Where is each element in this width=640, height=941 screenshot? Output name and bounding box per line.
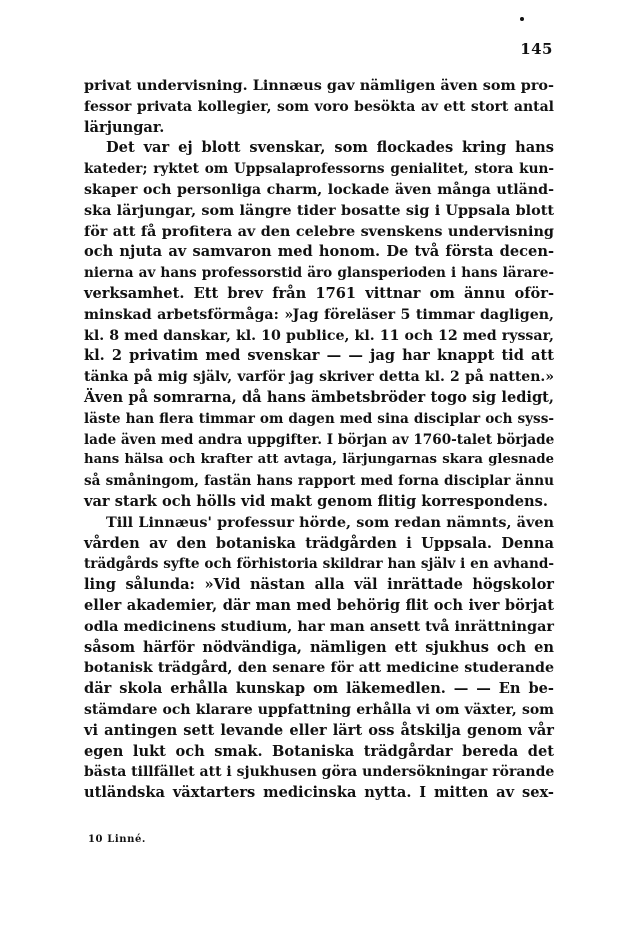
text-line: läste han flera timmar om dagen med sina disciplar och syss- <box>84 410 554 427</box>
text-line: privat undervisning. Linnæus gav nämligen även som pro- <box>84 77 554 94</box>
print-speck <box>520 17 524 21</box>
text-line: trädgårds syfte och förhistoria skildrar han själv i en avhand- <box>84 556 554 573</box>
text-line: fessor privata kollegier, som voro besökta av ett stort antal <box>84 98 554 115</box>
text-line: tänka på mig själv, varför jag skriver detta kl. 2 på natten.» <box>84 369 554 386</box>
text-line: för att få profitera av den celebre svenskens undervisning <box>84 222 554 240</box>
text-line: Även på somrarna, då hans ämbetsbröder togo sig ledigt, <box>84 388 554 406</box>
text-line: Det var ej blott svenskar, som flockades kring hans <box>106 139 554 157</box>
text-line: kateder; ryktet om Uppsalaprofessorns genialitet, stora kun- <box>84 161 554 178</box>
text-line: kl. 2 privatim med svenskar — — jag har knappt tid att <box>84 347 554 365</box>
text-line: var stark och hölls vid makt genom flitig korrespondens. <box>84 492 548 510</box>
text-line: stämdare och klarare uppfattning erhålla vi om växter, som <box>84 701 554 718</box>
signature-mark: 10 Linné. <box>88 834 147 845</box>
text-line: vi antingen sett levande eller lärt oss åtskilja genom vår <box>84 721 554 739</box>
text-line: eller akademier, där man med behörig flit och iver börjat <box>84 596 554 614</box>
text-line: där skola erhålla kunskap om läkemedlen. — — En be- <box>84 680 554 698</box>
text-line: kl. 8 med danskar, kl. 10 publice, kl. 11 och 12 med ryssar, <box>84 327 554 344</box>
text-line: odla medicinens studium, har man ansett två inrättningar <box>84 617 554 635</box>
text-line: egen lukt och smak. Botaniska trädgårdar bereda det <box>84 742 554 760</box>
text-line: bästa tillfället att i sjukhusen göra undersökningar rörande <box>84 764 555 781</box>
text-line: minskad arbetsförmåga: »Jag föreläser 5 timmar dagligen, <box>84 306 554 323</box>
text-line: nierna av hans professorstid äro glansperioden i hans lärare- <box>84 265 554 282</box>
text-line: botanisk trädgård, den senare för att medicine studerande <box>84 660 554 677</box>
text-line: verksamhet. Ett brev från 1761 vittnar om ännu oför- <box>84 284 554 302</box>
text-line: och njuta av samvaron med honom. De två första decen- <box>84 243 554 261</box>
page-number: 145 <box>520 40 553 58</box>
text-line: Till Linnæus' professur hörde, som redan nämnts, även <box>106 513 554 531</box>
text-line: lade även med andra uppgifter. I början av 1760-talet började <box>84 431 555 448</box>
text-line: ska lärjungar, som längre tider bosatte sig i Uppsala blott <box>84 201 554 219</box>
text-line: hans hälsa och krafter att avtaga, lärjungarnas skara glesnade <box>84 452 554 468</box>
text-line: så småningom, fastän hans rapport med forna disciplar ännu <box>84 473 554 490</box>
text-line: ling sålunda: »Vid nästan alla väl inrättade högskolor <box>84 576 554 594</box>
text-line: utländska växtarters medicinska nytta. I mitten av sex- <box>84 784 554 802</box>
text-line: vården av den botaniska trädgården i Uppsala. Denna <box>84 534 554 552</box>
body-text <box>84 76 554 804</box>
text-line: lärjungar. <box>84 118 165 136</box>
text-line: skaper och personliga charm, lockade även många utländ- <box>84 181 554 198</box>
text-line: såsom härför nödvändiga, nämligen ett sjukhus och en <box>84 638 554 656</box>
